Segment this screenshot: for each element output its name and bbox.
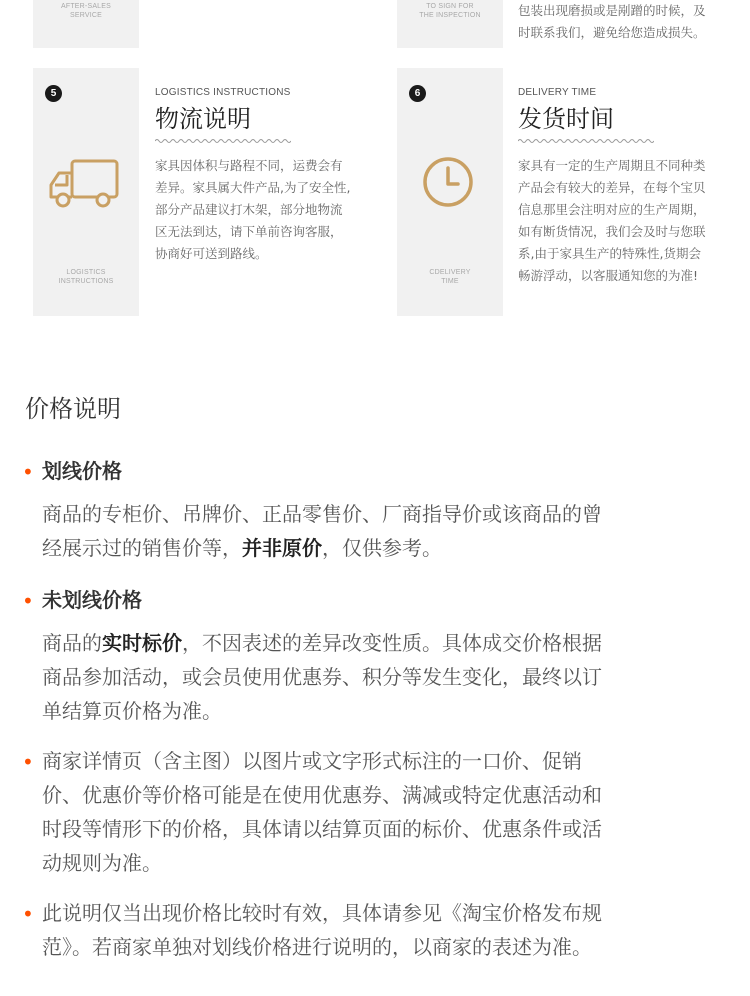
delivery-panel-caption: CDELIVERY TIME	[429, 269, 471, 285]
bullet-dot: •	[22, 460, 34, 484]
delivery-info	[518, 86, 744, 287]
bullet-dot: •	[22, 902, 34, 926]
price-explanation-title: 价格说明	[25, 395, 121, 423]
price-comparison-note: 此说明仅当出现价格比较时有效，具体请参见《淘宝价格发布规 范》。若商家单独对划线价格进行说明的，以商家的表述为准。	[42, 901, 602, 959]
clock-icon	[421, 155, 475, 209]
wave-divider	[518, 137, 654, 145]
step-number-5: 5	[45, 85, 62, 102]
logistics-title-en: LOGISTICS INSTRUCTIONS	[155, 87, 291, 98]
inspection-panel	[397, 0, 503, 48]
non-strikethrough-price-title: 未划线价格	[42, 588, 142, 612]
delivery-title-en: DELIVERY TIME	[518, 87, 597, 98]
strikethrough-price-text: 商品的专柜价、吊牌价、正品零售价、厂商指导价或该商品的曾 经展示过的销售价等，并非原价，仅供参考。	[42, 502, 602, 560]
after-sales-caption: AFTER-SALES SERVICE	[60, 3, 112, 19]
not-original-price-emphasis: 并非原价	[242, 536, 322, 560]
logistics-info	[155, 86, 375, 265]
delivery-description: 家具有一定的生产周期且不同种类 产品会有较大的差异，在每个宝贝 信息那里会注明对应的生产周期， 如有断货情况，我们会及时与您联 系,由于家具生产的特殊性,货期会 畅游浮动，以客服通知您的为准!	[518, 158, 706, 283]
logistics-title-cn: 物流说明	[155, 105, 251, 133]
wave-divider	[155, 137, 291, 145]
logistics-panel-caption: LOGISTICS INSTRUCTIONS	[58, 269, 114, 285]
truck-icon	[47, 155, 121, 211]
realtime-price-emphasis: 实时标价	[102, 631, 182, 655]
service-info-image	[0, 0, 750, 340]
bullet-dot: •	[22, 750, 34, 774]
step-number-6: 6	[409, 85, 426, 102]
inspection-description: 包装出现磨损或是剐蹭的时候，及 时联系我们，避免给您造成损失。	[518, 3, 706, 40]
after-sales-panel	[33, 0, 139, 48]
strikethrough-price-title: 划线价格	[42, 459, 122, 483]
inspection-caption: TO SIGN FOR THE INSPECTION	[419, 3, 481, 19]
logistics-description: 家具因体积与路程不同，运费会有 差异。家具属大件产品,为了安全性, 部分产品建议打木架，部分地物流 区无法到达，请下单前咨询客服， 协商好可送到路线。	[155, 158, 351, 261]
bullet-dot: •	[22, 589, 34, 613]
delivery-title-cn: 发货时间	[518, 105, 614, 133]
non-strikethrough-price-text: 商品的实时标价，不因表述的差异改变性质。具体成交价格根据 商品参加活动，或会员使用优惠券、积分等发生变化，最终以订 单结算页价格为准。	[42, 631, 602, 723]
merchant-price-text: 商家详情页（含主图）以图片或文字形式标注的一口价、促销 价、优惠价等价格可能是在使用优惠券、满减或特定优惠活动和 时段等情形下的价格，具体请以结算页面的标价、优惠条件或活 动规则为准。	[42, 749, 602, 875]
